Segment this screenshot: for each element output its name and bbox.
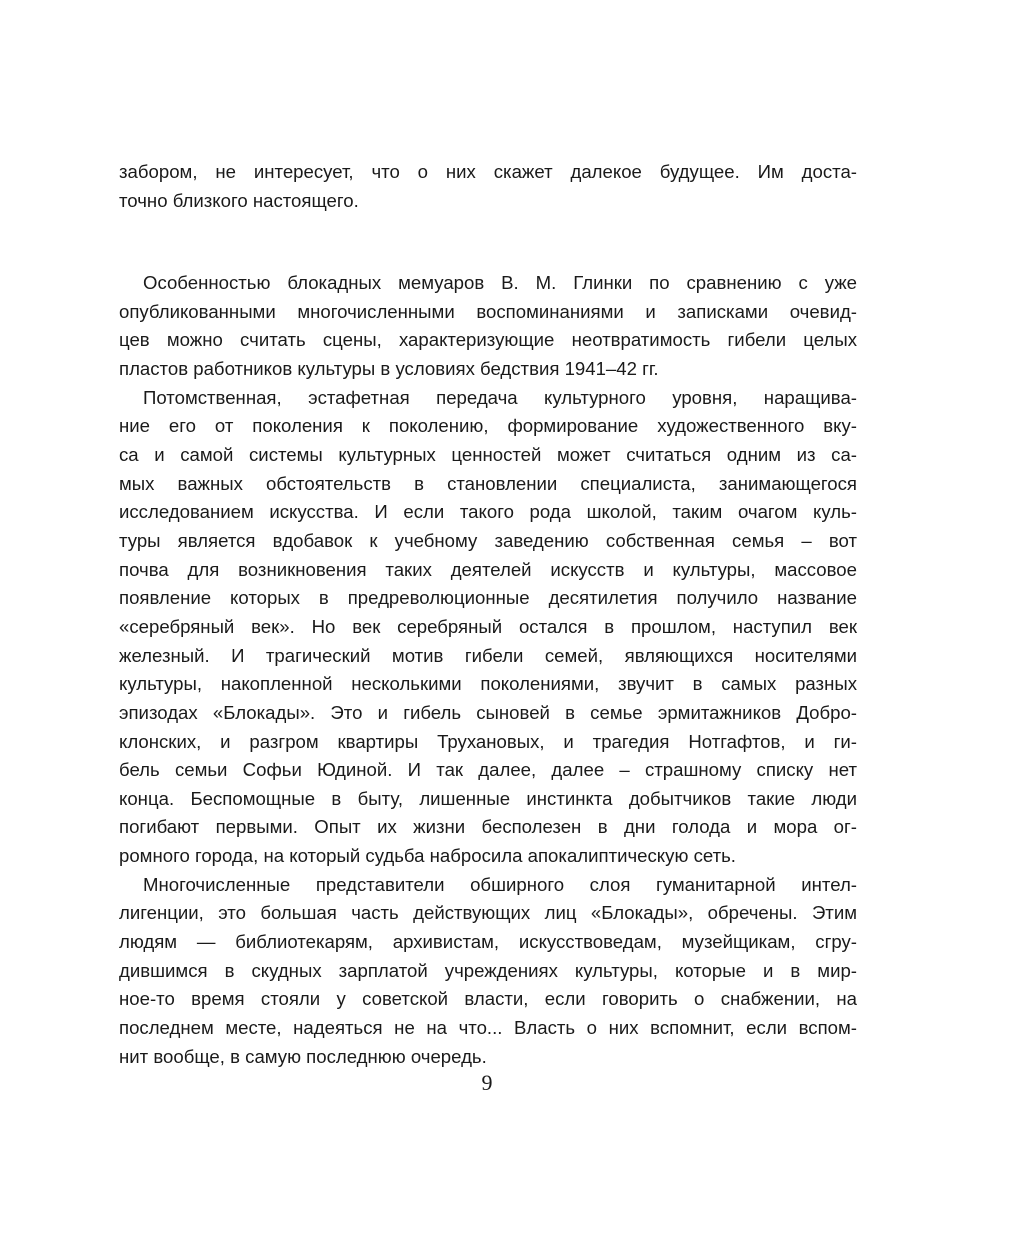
text-line: появление которых в предреволюционные десятилетия получило название	[119, 587, 857, 609]
text-line: дившимся в скудных зарплатой учреждениях культуры, которые и в мир-	[119, 959, 857, 981]
text-line: конца. Беспомощные в быту, лишенные инстинкта добытчиков такие люди	[119, 787, 857, 809]
text-line: последнем месте, надеяться не на что... Власть о них вспомнит, если вспом-	[119, 1017, 857, 1039]
text-line: опубликованными многочисленными воспоминаниями и записками очевид-	[119, 300, 857, 322]
text-line: ние его от поколения к поколению, формирование художественного вку-	[119, 415, 857, 437]
text-line: лигенции, это большая часть действующих лиц «Блокады», обречены. Этим	[119, 902, 857, 924]
text-line: Особенностью блокадных мемуаров В. М. Глинки по сравнению с уже	[143, 272, 857, 293]
text-line: ное-то время стояли у советской власти, если говорить о снабжении, на	[119, 988, 857, 1010]
text-line: забором, не интересует, что о них скажет далекое будущее. Им доста-	[119, 161, 857, 182]
paragraph	[119, 269, 857, 384]
text-line: почва для возникновения таких деятелей искусств и культуры, массовое	[119, 558, 857, 580]
paragraph	[119, 384, 857, 871]
text-line: культуры, накопленной несколькими поколениями, звучит в самых разных	[119, 673, 857, 695]
text-line: цев можно считать сцены, характеризующие неотвратимость гибели целых	[119, 329, 857, 351]
text-line: эпизодах «Блокады». Это и гибель сыновей в семье эрмитажников Добро-	[119, 701, 857, 723]
page-number: 9	[481, 1070, 493, 1095]
text-line: Потомственная, эстафетная передача культурного уровня, наращива-	[143, 386, 857, 408]
text-line: туры является вдобавок к учебному заведению собственная семья – вот	[119, 529, 857, 551]
text-line: ромного города, на который судьба набросила апокалиптическую сеть.	[119, 845, 736, 867]
paragraph-continuation	[119, 158, 857, 215]
paragraphs-body	[119, 269, 857, 1071]
text-line: Многочисленные представители обширного слоя гуманитарной интел-	[143, 873, 857, 895]
text-line: пластов работников культуры в условиях бедствия 1941–42 гг.	[119, 357, 659, 379]
text-line: бель семьи Софьи Юдиной. И так далее, далее – страшному списку нет	[119, 759, 857, 781]
text-line: са и самой системы культурных ценностей может считаться одним из са-	[119, 443, 857, 465]
text-line: нит вообще, в самую последнюю очередь.	[119, 1045, 487, 1067]
text-line: «серебряный век». Но век серебряный остался в прошлом, наступил век	[119, 615, 857, 637]
paragraph	[119, 871, 857, 1072]
text-line: железный. И трагический мотив гибели семей, являющихся носителями	[119, 644, 857, 666]
text-line: людям — библиотекарям, архивистам, искусствоведам, музейщикам, сгру-	[119, 931, 857, 953]
text-line: клонских, и разгром квартиры Трухановых, и трагедия Нотгафтов, и ги-	[119, 730, 857, 752]
paragraph	[119, 158, 857, 215]
text-line: погибают первыми. Опыт их жизни бесполезен в дни голода и мора ог-	[119, 816, 857, 838]
text-line: точно близкого настоящего.	[119, 189, 359, 211]
text-line: мых важных обстоятельств в становлении специалиста, занимающегося	[119, 472, 857, 494]
text-line: исследованием искусства. И если такого рода школой, таким очагом куль-	[119, 501, 857, 523]
